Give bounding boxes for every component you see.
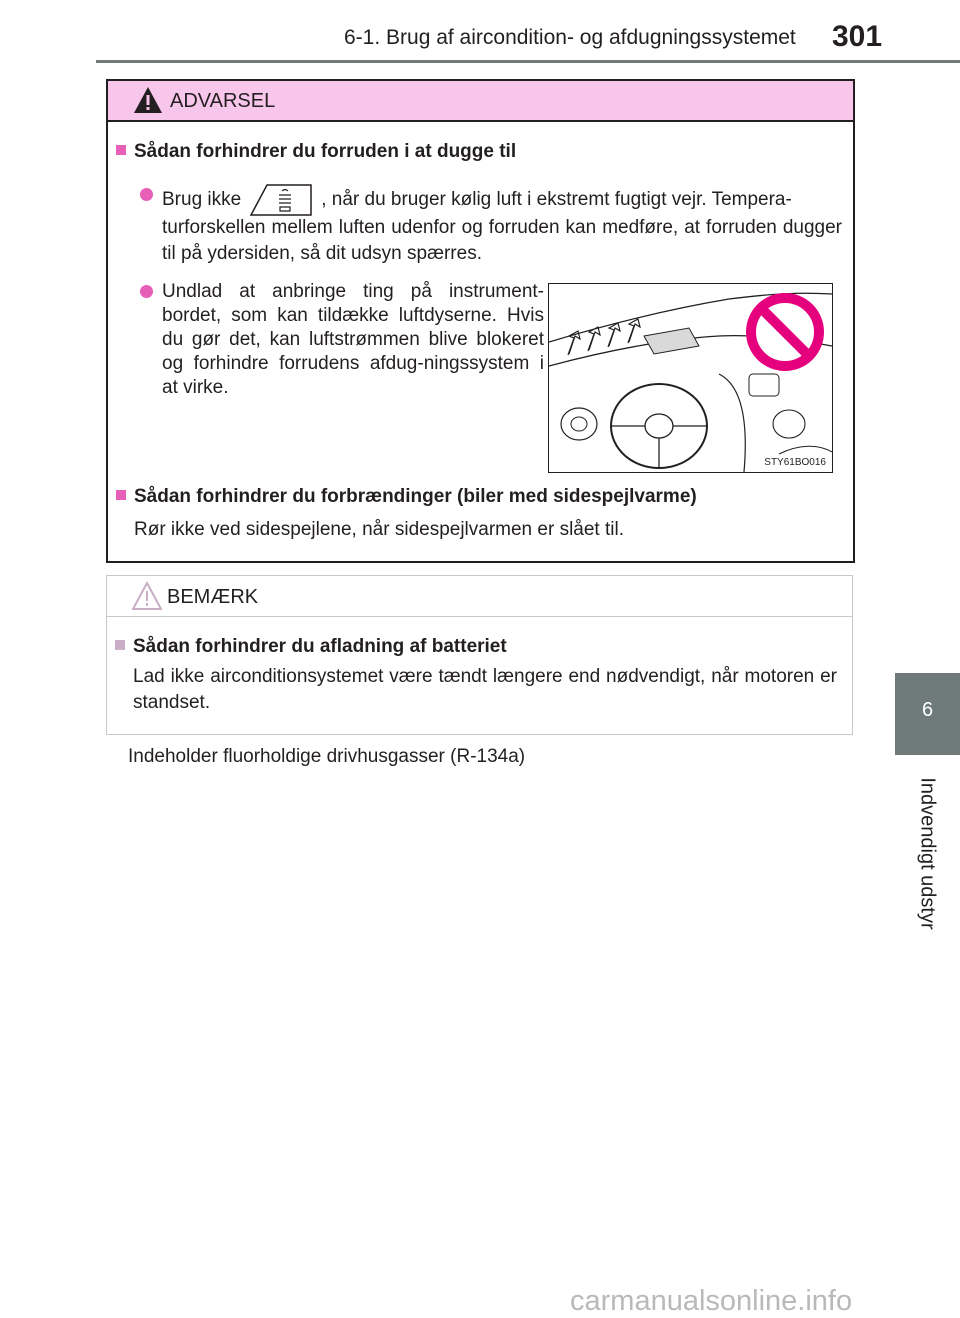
warning-box bbox=[106, 79, 855, 563]
watermark: carmanualsonline.info bbox=[570, 1285, 853, 1317]
ac-button-icon bbox=[247, 181, 315, 219]
note-text: Lad ikke airconditionsystemet være tændt længere end nødvendigt, når motoren er standset. bbox=[133, 666, 837, 713]
square-bullet-icon bbox=[115, 640, 125, 650]
caution-triangle-icon bbox=[132, 581, 162, 611]
page-number: 301 bbox=[832, 20, 883, 53]
chapter-tab bbox=[895, 673, 960, 755]
warning-header bbox=[108, 81, 853, 122]
warning-bullet-1: Brug ikke , når du bruger kølig luft i ekstremt fugtigt vejr. Tempera- bbox=[140, 181, 842, 219]
warning-triangle-icon bbox=[133, 86, 163, 114]
header-divider bbox=[96, 60, 960, 63]
warning-section-1-title: Sådan forhindrer du forruden i at dugge til bbox=[116, 141, 516, 163]
section-title: 6-1. Brug af aircondition- og afdugningssystemet bbox=[344, 26, 796, 49]
round-bullet-icon bbox=[140, 285, 153, 298]
chapter-number: 6 bbox=[921, 699, 934, 721]
prohibited-icon bbox=[751, 298, 819, 366]
note-heading: BEMÆRK bbox=[167, 586, 259, 608]
square-bullet-icon bbox=[116, 145, 126, 155]
footer-text: Indeholder fluorholdige drivhusgasser (R-134a) bbox=[128, 746, 526, 767]
dashboard-illustration bbox=[548, 283, 833, 473]
warning-section-2-title: Sådan forhindrer du forbrændinger (biler med sidespejlvarme) bbox=[116, 486, 697, 508]
figure-code: STY61BO016 bbox=[764, 457, 826, 468]
note-box bbox=[106, 575, 853, 735]
chapter-label: Indvendigt udstyr bbox=[916, 777, 939, 930]
note-section-title: Sådan forhindrer du afladning af batteriet bbox=[115, 636, 507, 658]
round-bullet-icon bbox=[140, 188, 153, 201]
warning-bullet-2: Undlad at anbringe ting på instrument-bordet, som kan tildække luftdyserne. Hvis du gør det, kan luftstrømmen blive blokeret og forhindre forrudens afdug-ningssystem i at virke. bbox=[140, 280, 544, 400]
warning-bullet-1-continued: turforskellen mellem luften udenfor og forruden kan medføre, at forruden dugger til på ydersiden, så dit udsyn spærres. bbox=[162, 217, 842, 264]
square-bullet-icon bbox=[116, 490, 126, 500]
dashboard-drawing bbox=[549, 284, 832, 472]
warning-section-2-text: Rør ikke ved sidespejlene, når sidespejlvarmen er slået til. bbox=[134, 519, 624, 540]
note-header bbox=[107, 576, 852, 617]
warning-heading: ADVARSEL bbox=[170, 90, 276, 112]
